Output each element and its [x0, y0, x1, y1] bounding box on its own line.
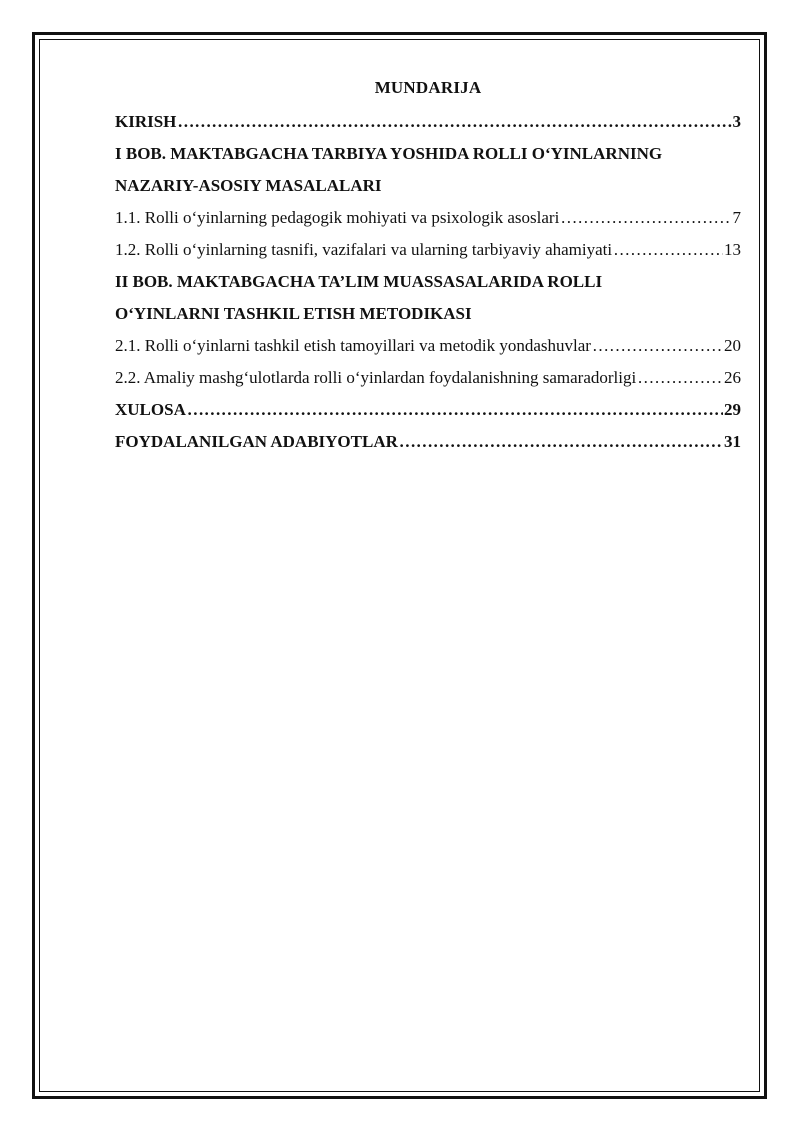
dot-leader: [613, 234, 723, 266]
toc-entry-xulosa[interactable]: [115, 394, 741, 426]
toc-title: MUNDARIJA: [374, 78, 482, 97]
toc-entry-label: 2.1. Rolli o‘yinlarni tashkil etish tamoyillari va metodik yondashuvlar: [115, 336, 591, 355]
chapter-1-heading-cont[interactable]: NAZARIY-ASOSIY MASALALARI: [115, 176, 382, 195]
toc-entry-label: 1.1. Rolli o‘yinlarning pedagogik mohiyati va psixologik asoslari: [115, 208, 560, 227]
dot-leader: [177, 106, 731, 138]
toc-entry-page: 3: [732, 112, 741, 131]
toc-entry-page: 13: [724, 240, 741, 259]
toc-entry-label: KIRISH: [115, 112, 177, 131]
toc-entry-label: 1.2. Rolli o‘yinlarning tasnifi, vazifalari va ularning tarbiyaviy ahamiyati: [115, 240, 613, 259]
toc-entry-page: 29: [724, 400, 741, 419]
dot-leader: [560, 202, 731, 234]
table-of-contents: [115, 74, 741, 458]
dot-leader: [592, 330, 723, 362]
chapter-1-heading[interactable]: I BOB. MAKTABGACHA TARBIYA YOSHIDA ROLLI O‘YINLARNING: [115, 144, 663, 163]
dot-leader: [399, 426, 723, 458]
toc-entry-2-2[interactable]: [115, 362, 741, 394]
toc-entry-page: 7: [732, 208, 741, 227]
toc-entry-page: 31: [724, 432, 741, 451]
toc-entry-label: XULOSA: [115, 400, 186, 419]
toc-entry-label: 2.2. Amaliy mashg‘ulotlarda rolli o‘yinlardan foydalanishning samaradorligi: [115, 368, 637, 387]
dot-leader: [637, 362, 723, 394]
toc-entry-kirish[interactable]: [115, 106, 741, 138]
toc-entry-page: 20: [724, 336, 741, 355]
toc-entry-label: FOYDALANILGAN ADABIYOTLAR: [115, 432, 398, 451]
chapter-2-heading[interactable]: II BOB. MAKTABGACHA TA’LIM MUASSASALARIDA ROLLI: [115, 272, 603, 291]
toc-entry-adabiyotlar[interactable]: [115, 426, 741, 458]
toc-entry-1-1[interactable]: [115, 202, 741, 234]
toc-entry-page: 26: [724, 368, 741, 387]
toc-entry-1-2[interactable]: [115, 234, 741, 266]
chapter-2-heading-cont[interactable]: O‘YINLARNI TASHKIL ETISH METODIKASI: [115, 304, 472, 323]
dot-leader: [187, 394, 723, 426]
toc-entry-2-1[interactable]: [115, 330, 741, 362]
